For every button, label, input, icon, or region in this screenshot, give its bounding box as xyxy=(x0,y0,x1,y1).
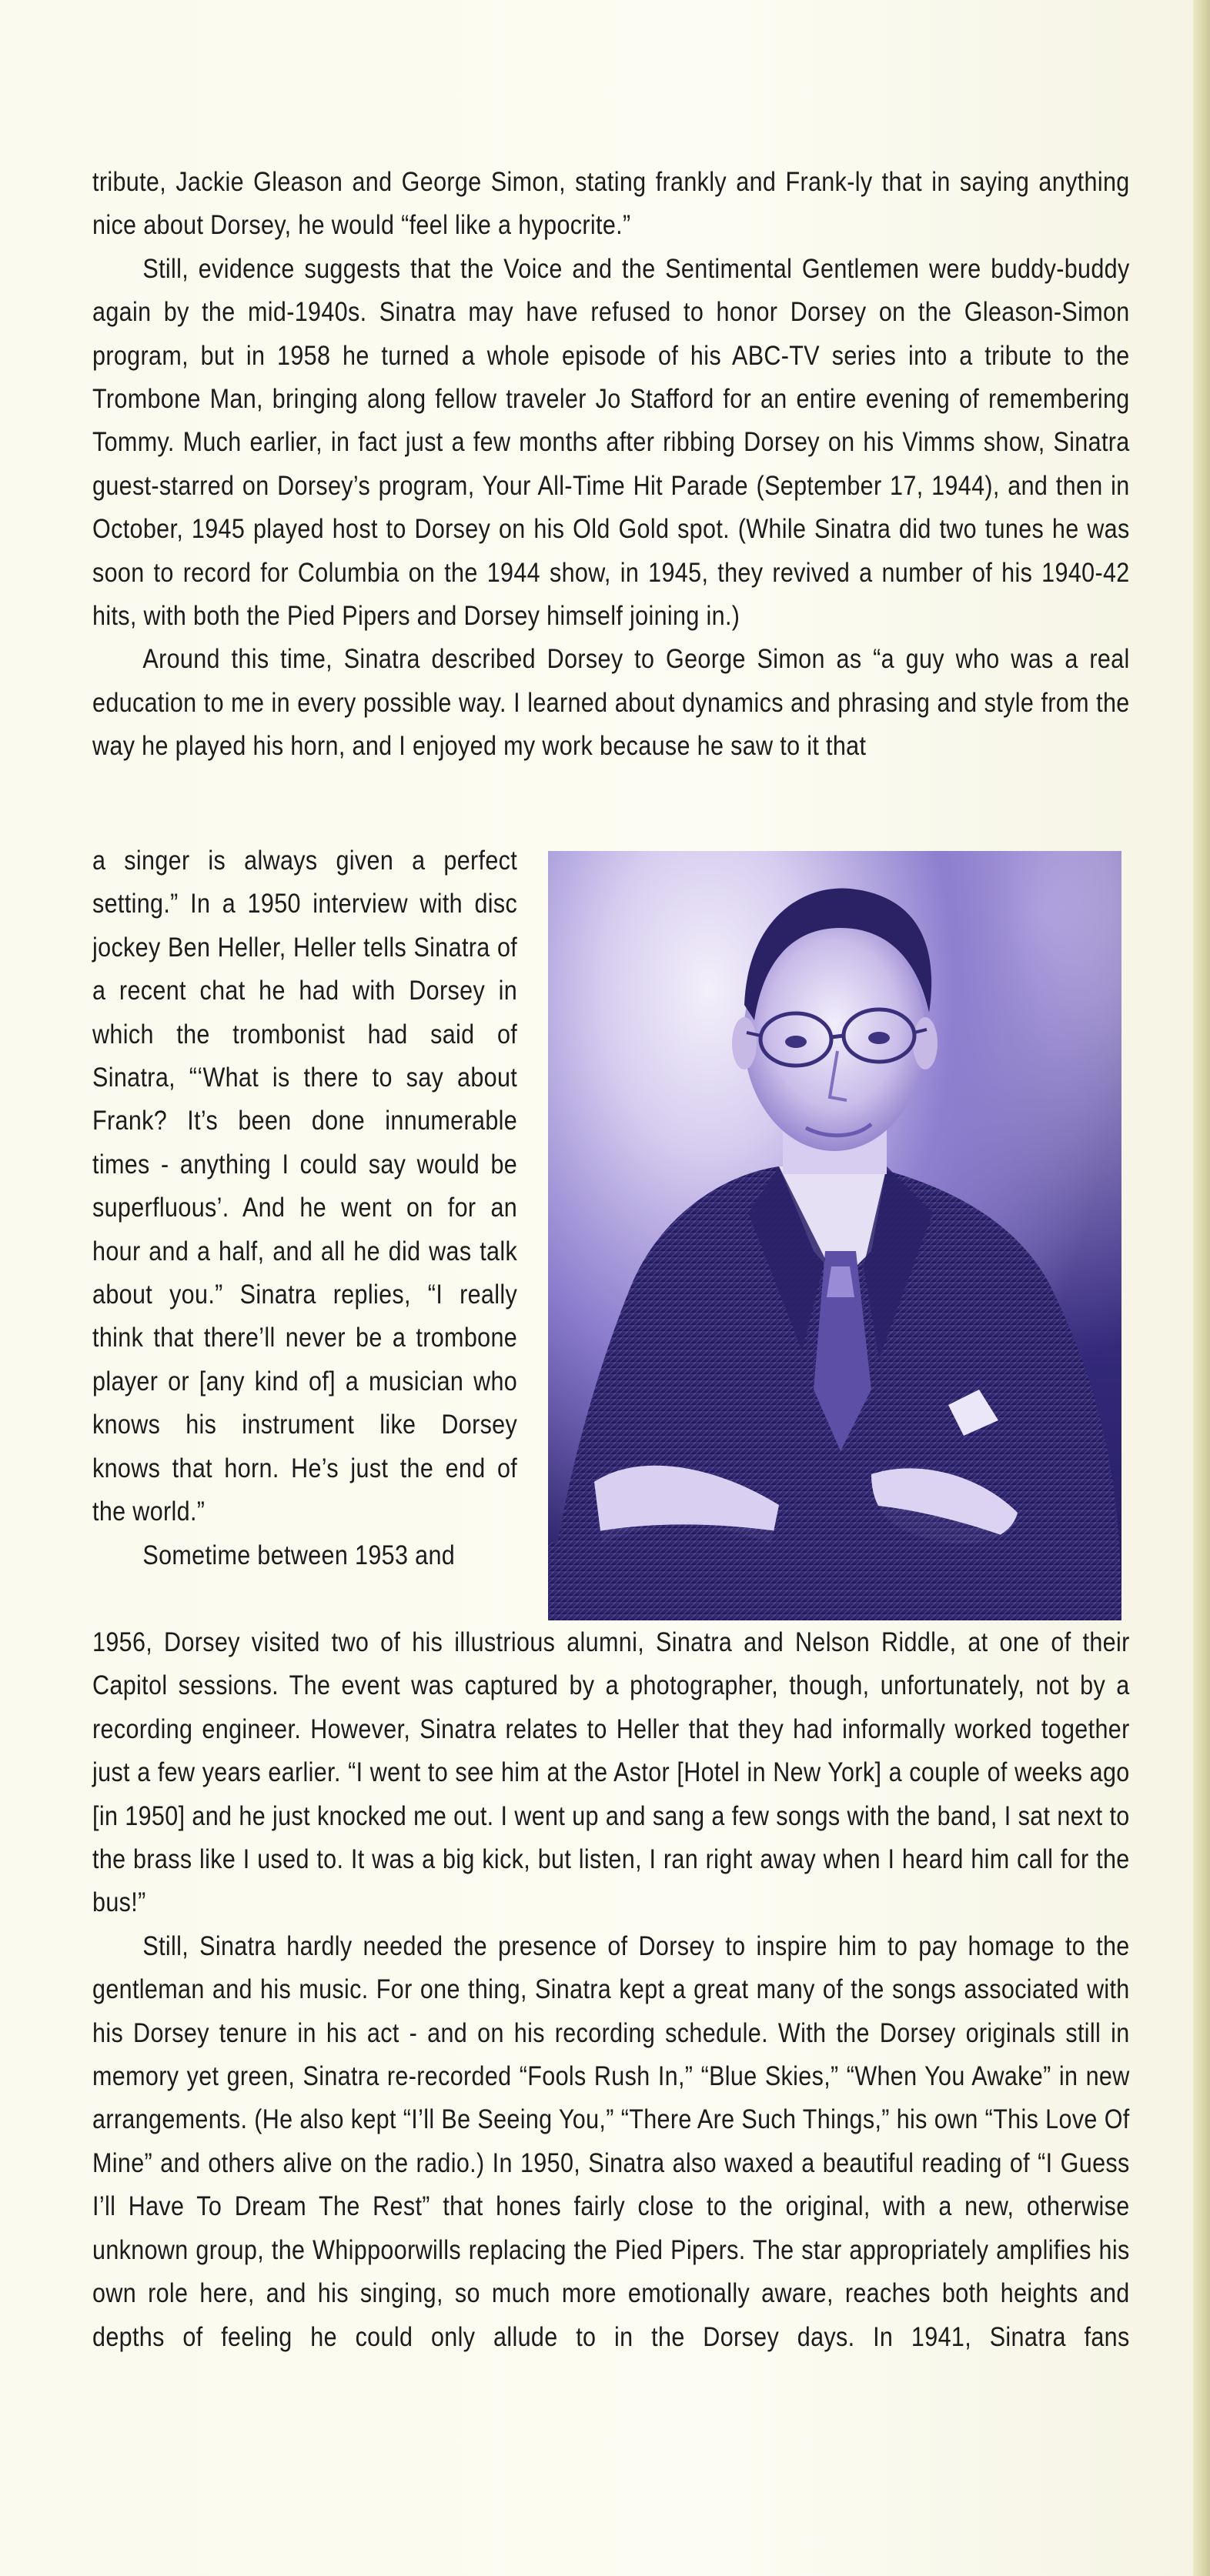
paragraph-1: tribute, Jackie Gleason and George Simon, stating frankly and Frank-ly that in saying anything nice about Dorsey, he would “feel like a hypocrite.” xyxy=(92,166,1130,241)
portrait-illustration xyxy=(548,851,1121,1620)
page-edge-shadow xyxy=(1193,0,1210,2576)
paragraph-5: Still, Sinatra hardly needed the presence of Dorsey to inspire him to pay homage to the gentleman and his music. For one thing, Sinatra kept a great many of the songs associated with his Dorsey tenure in his act - and on his recording schedule. With the Dorsey originals still in memory yet green, Sinatra re-recorded “Fools Rush In,” “Blue Skies,” “When You Awake” in new arrangements. (He also kept “I’ll Be Seeing You,” “There Are Such Things,” his own “This Love Of Mine” and others alive on the radio.) In 1950, Sinatra also waxed a beautiful reading of “I Guess I’ll Have To Dream The Rest” that hones fairly close to the original, with a new, otherwise unknown group, the Whippoorwills replacing the Pied Pipers. The star appropriately amplifies his own role here, and his singing, so much more emotionally aware, reaches both heights and depths of feeling he could only allude to in the Dorsey days. In 1941, Sinatra fans xyxy=(92,1930,1130,2352)
paragraph-2: Still, evidence suggests that the Voice and the Sentimental Gentlemen were buddy-buddy again by the mid-1940s. Sinatra may have refused to honor Dorsey on the Gleason-Simon program, but in 1958 he turned a whole episode of his ABC-TV series into a tribute to the Trombone Man, bringing along fellow traveler Jo Stafford for an entire evening of remembering Tommy. Much earlier, in fact just a few months after ribbing Dorsey on his Vimms show, Sinatra guest-starred on Dorsey’s program, Your All-Time Hit Parade (September 17, 1944), and then in October, 1945 played host to Dorsey on his Old Gold spot. (While Sinatra did two tunes he was soon to record for Columbia on the 1944 show, in 1945, they revived a number of his 1940-42 hits, with both the Pied Pipers and Dorsey himself joining in.) xyxy=(92,252,1130,632)
paragraph-4-wrapped: Sometime between 1953 and xyxy=(142,1539,456,1570)
article-bottom-text xyxy=(92,1620,1130,2358)
article-wrapped-text xyxy=(92,839,517,1577)
paragraph-3-wrapped: a singer is always given a perfect setting.” In a 1950 interview with disc jockey Ben Heller, Heller tells Sinatra of a recent chat he had with Dorsey in which the trombonist had said of Sinatra, “‘What is there to say about Frank? It’s been done innumerable times - anything I could say would be superfluous’. And he went on for an hour and a half, and all he did was talk about you.” Sinatra replies, “I really think that there’ll never be a trombone player or [any kind of] a musician who knows his instrument like Dorsey knows that horn. He’s just the end of the world.” xyxy=(92,845,518,1527)
paragraph-4-full-width: 1956, Dorsey visited two of his illustrious alumni, Sinatra and Nelson Riddle, at one of their Capitol sessions. The event was captured by a photographer, though, unfortunately, not by a recording engineer. However, Sinatra relates to Heller that they had informally worked together just a few years earlier. “I went to see him at the Astor [Hotel in New York] a couple of weeks ago [in 1950] and he just knocked me out. I went up and sang a few songs with the band, I sat next to the brass like I used to. It was a big kick, but listen, I ran right away when I heard him call for the bus!” xyxy=(92,1627,1130,1918)
portrait-photo xyxy=(548,851,1121,1620)
paragraph-3-full-width: Around this time, Sinatra described Dorsey to George Simon as “a guy who was a real education to me in every possible way. I learned about dynamics and phrasing and style from the way he played his horn, and I enjoyed my work because he saw to it that xyxy=(92,643,1130,762)
article-top-text xyxy=(92,160,1130,768)
